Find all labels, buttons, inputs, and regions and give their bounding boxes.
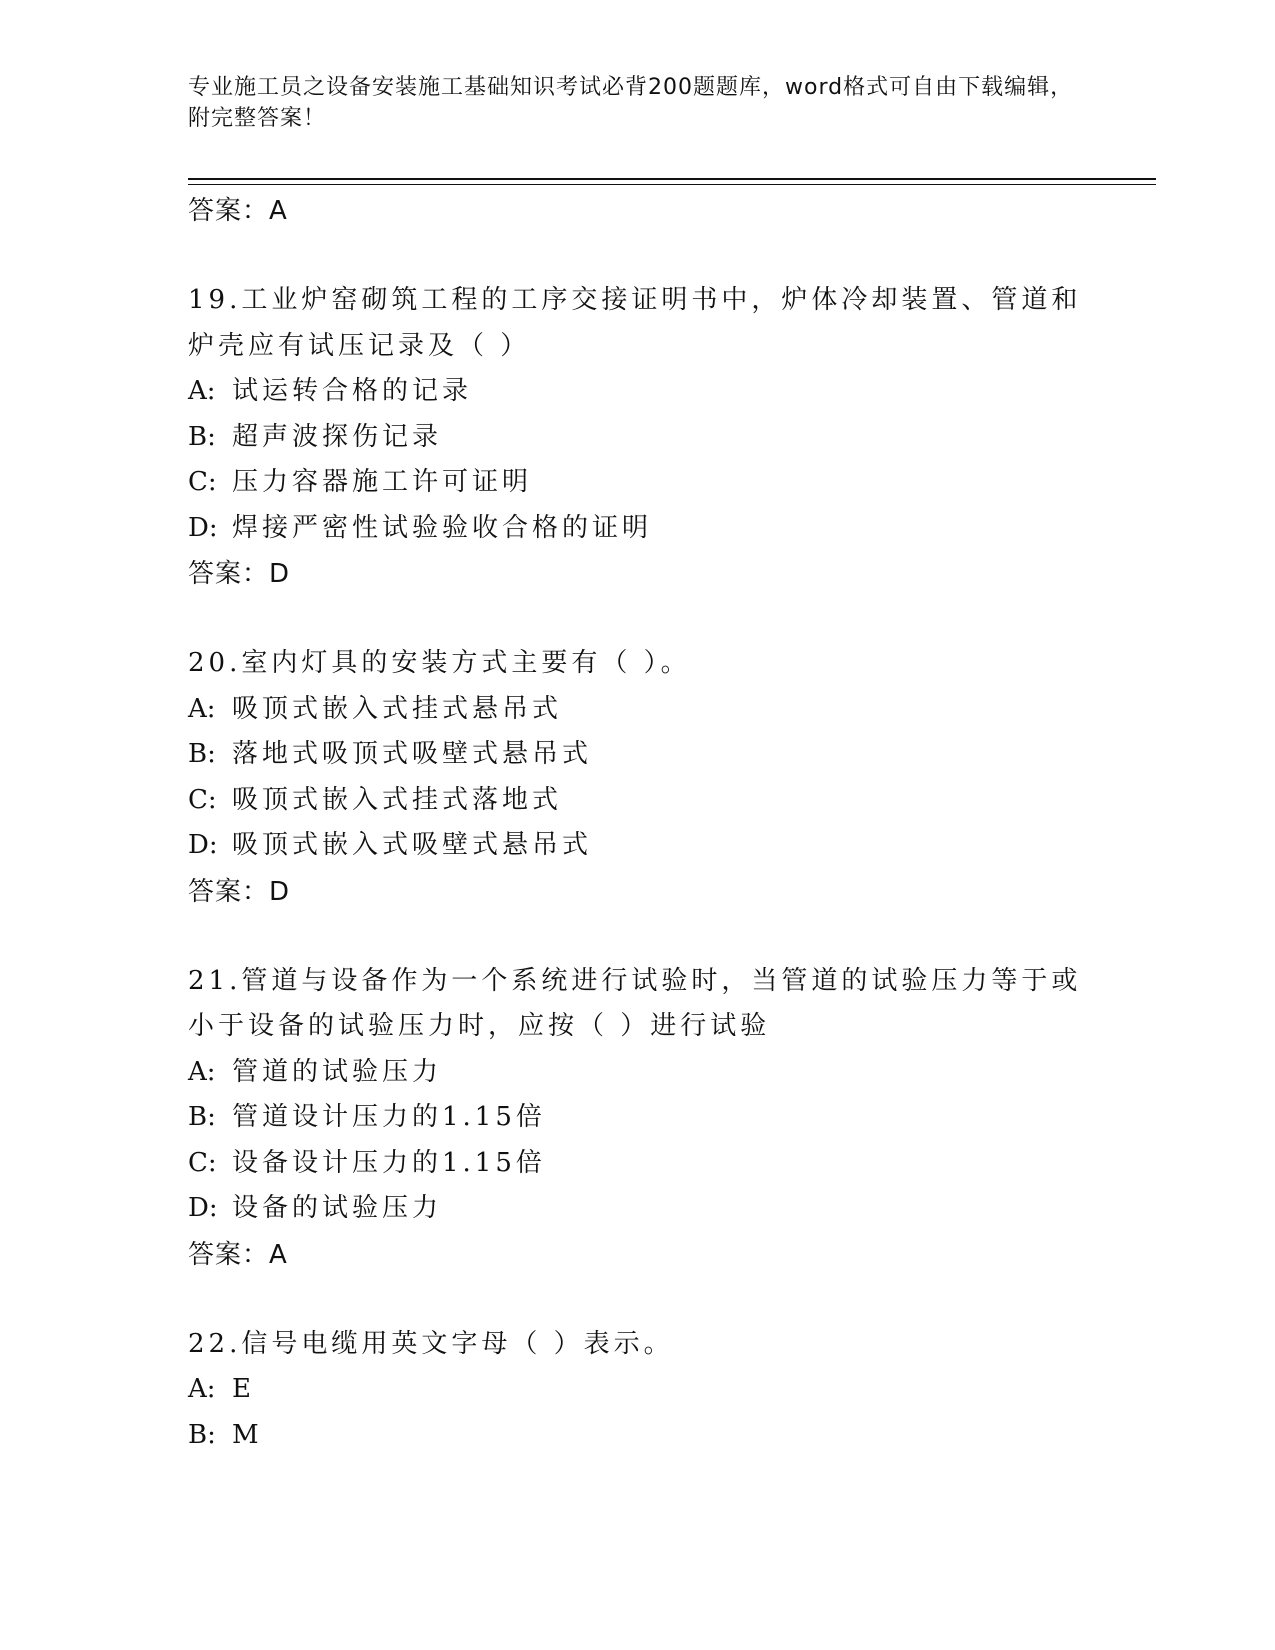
option-label: C: — [188, 1147, 217, 1178]
option-b — [188, 732, 1088, 778]
question-block — [188, 641, 1088, 915]
option-c — [188, 1141, 1088, 1187]
option-label: A: — [188, 693, 216, 724]
option-text: 设备的试验压力 — [232, 1193, 443, 1223]
option-c — [188, 460, 1088, 506]
question-block — [188, 278, 1088, 597]
option-d — [188, 1186, 1088, 1232]
option-text: 超声波探伤记录 — [232, 421, 443, 452]
question-stem: 20.室内灯具的安装方式主要有（ ）。 — [188, 648, 691, 678]
option-text: 落地式吸顶式吸壁式悬吊式 — [232, 739, 593, 769]
spacer — [188, 915, 1088, 959]
option-label: A: — [188, 1056, 216, 1087]
option-text: M — [232, 1419, 263, 1450]
option-label: B: — [188, 739, 216, 769]
option-d — [188, 823, 1088, 869]
question-list — [188, 188, 1088, 1458]
option-label: D: — [188, 1193, 218, 1223]
question-block — [188, 1322, 1088, 1459]
option-text: 压力容器施工许可证明 — [232, 467, 533, 497]
option-text: 管道的试验压力 — [232, 1056, 443, 1087]
spacer — [188, 234, 1088, 278]
option-text: 试运转合格的记录 — [232, 376, 473, 406]
option-label: B: — [188, 421, 216, 452]
question-stem: 19.工业炉窑砌筑工程的工序交接证明书中，炉体冷却装置、管道和炉壳应有试压记录及（ ） — [188, 285, 1082, 361]
option-b — [188, 1095, 1088, 1141]
option-a — [188, 1050, 1088, 1096]
spacer — [188, 597, 1088, 641]
option-label: D: — [188, 512, 218, 543]
option-text: 焊接严密性试验验收合格的证明 — [232, 512, 653, 543]
answer-line: 答案：A — [188, 1239, 288, 1270]
option-text: 吸顶式嵌入式挂式悬吊式 — [232, 693, 563, 724]
answer-line: 答案：D — [188, 876, 291, 907]
option-a — [188, 1367, 1088, 1413]
option-text: E — [232, 1374, 255, 1404]
question-block — [188, 959, 1088, 1278]
option-text: 吸顶式嵌入式挂式落地式 — [232, 784, 563, 815]
option-label: D: — [188, 830, 218, 860]
option-a — [188, 687, 1088, 733]
option-label: C: — [188, 784, 217, 815]
question-stem: 21.管道与设备作为一个系统进行试验时，当管道的试验压力等于或小于设备的试验压力时，应按（ ）进行试验 — [188, 965, 1082, 1041]
option-text: 吸顶式嵌入式吸壁式悬吊式 — [232, 830, 593, 860]
spacer — [188, 1278, 1088, 1322]
page-header — [188, 72, 1088, 134]
option-text: 管道设计压力的1.15倍 — [232, 1102, 546, 1132]
header-divider — [188, 178, 1156, 185]
option-label: A: — [188, 376, 216, 406]
document-title: 专业施工员之设备安装施工基础知识考试必背200题题库，word格式可自由下载编辑，附完整答案！ — [188, 75, 1074, 131]
option-b — [188, 415, 1088, 461]
option-a — [188, 369, 1088, 415]
answer-line: 答案：D — [188, 559, 291, 589]
option-label: B: — [188, 1102, 216, 1132]
option-label: B: — [188, 1419, 216, 1450]
question-stem: 22.信号电缆用英文字母（ ）表示。 — [188, 1328, 674, 1359]
answer-line: 答案：A — [188, 196, 288, 226]
option-c — [188, 778, 1088, 824]
option-b — [188, 1413, 1088, 1459]
option-d — [188, 506, 1088, 552]
option-label: C: — [188, 467, 217, 497]
option-label: A: — [188, 1374, 216, 1404]
option-text: 设备设计压力的1.15倍 — [232, 1147, 546, 1178]
